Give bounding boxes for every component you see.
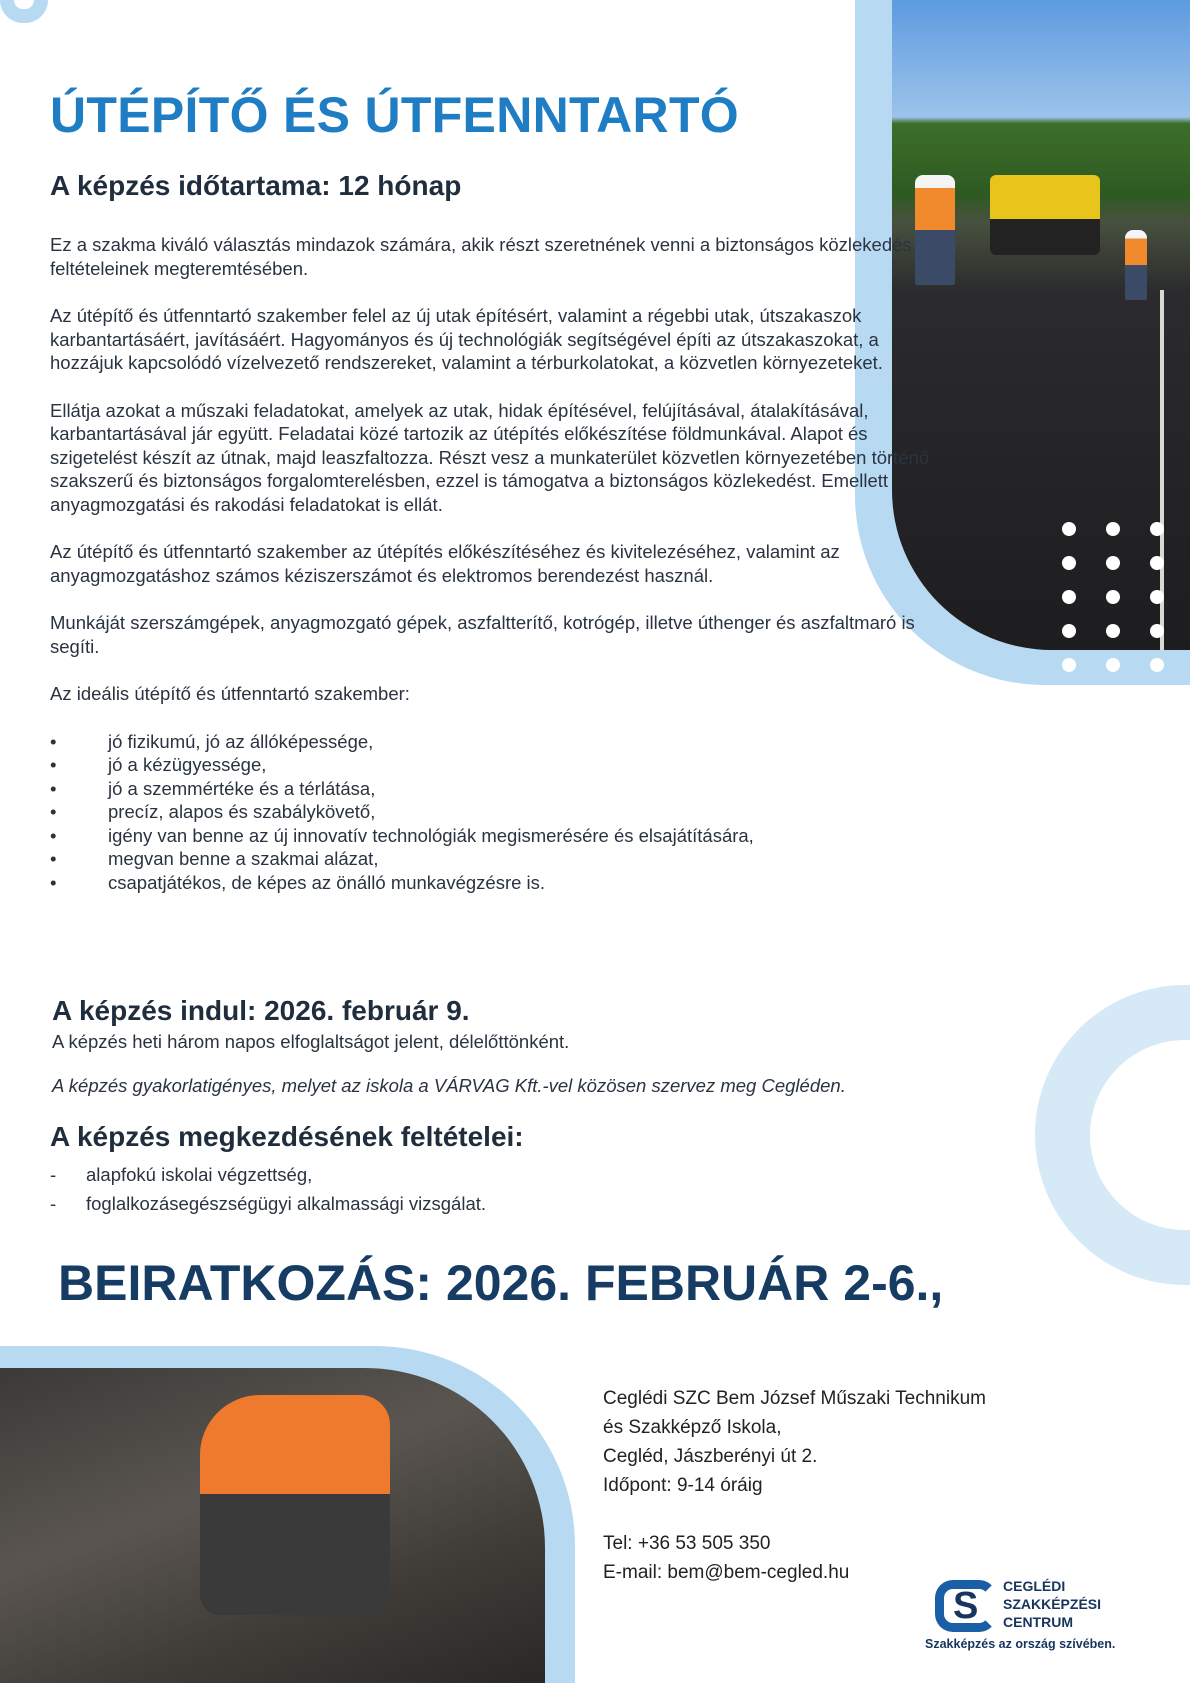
start-date-heading: A képzés indul: 2026. február 9. bbox=[52, 995, 470, 1026]
paragraph: Ellátja azokat a műszaki feladatokat, amelyek az utak, hidak építésével, felújításával, átalakításával, karbantartásával jár együtt. Feladatai közé tartozik az útépítés előkészítése földmunkával. Alapot és szigetelést készít az útnak, majd leaszfaltozza. Részt vesz a munkaterület közvetlen környezetében történő szakszerű és biztonságos forgalomterelésben, ezzel is támogatva a biztonságos közlekedést. Emellett anyagmozgatási és rakodási feladatokat is ellát. bbox=[50, 399, 930, 515]
decorative-ring bbox=[0, 0, 48, 23]
paragraph: Az útépítő és útfenntartó szakember az útépítés előkészítéséhez és kivitelezéséhez, valamint az anyagmozgatáshoz számos kéziszerszámot és elektromos berendezést használ. bbox=[50, 541, 840, 586]
email[interactable]: E-mail: bem@bem-cegled.hu bbox=[603, 1562, 850, 1583]
road-roller bbox=[990, 175, 1100, 255]
paragraph: Az ideális útépítő és útfenntartó szakember: bbox=[50, 683, 410, 704]
conditions-heading: A képzés megkezdésének feltételei: bbox=[50, 1121, 524, 1152]
list-item: • precíz, alapos és szabálykövető, bbox=[50, 800, 950, 824]
logo-s-mark: S bbox=[953, 1585, 979, 1627]
paragraph: Ez a szakma kiváló választás mindazok számára, akik részt szeretnének venni a biztonságos közlekedés feltételeinek megteremtésében. bbox=[50, 234, 912, 279]
szc-logo bbox=[925, 1575, 1165, 1660]
worker-figure bbox=[200, 1395, 390, 1615]
list-item: • jó a szemmértéke és a térlátása, bbox=[50, 777, 950, 801]
logo-text bbox=[1003, 1577, 1101, 1631]
list-item: • igény van benne az új innovatív technológiák megismerésére és elsajátítására, bbox=[50, 824, 950, 848]
schedule-text: A képzés heti három napos elfoglaltságot jelent, délelőttönként. bbox=[52, 1031, 570, 1052]
list-item: • jó fizikumú, jó az állóképessége, bbox=[50, 730, 950, 754]
paragraph: Munkáját szerszámgépek, anyagmozgató gépek, aszfaltterítő, kotrógép, illetve úthenger és aszfaltmaró is segíti. bbox=[50, 612, 915, 657]
school-name-cont: és Szakképző Iskola, bbox=[603, 1417, 782, 1438]
spacer bbox=[603, 1500, 986, 1529]
phone[interactable]: Tel: +36 53 505 350 bbox=[603, 1533, 771, 1554]
address: Cegléd, Jászberényi út 2. bbox=[603, 1446, 818, 1467]
school-name: Ceglédi SZC Bem József Műszaki Technikum bbox=[603, 1388, 986, 1409]
description bbox=[50, 233, 950, 894]
conditions-list bbox=[50, 1160, 486, 1218]
page-title: ÚTÉPÍTŐ ÉS ÚTFENNTARTÓ bbox=[50, 87, 739, 143]
enrollment-banner: BEIRATKOZÁS: 2026. FEBRUÁR 2-6., bbox=[58, 1255, 944, 1311]
contact-info bbox=[603, 1384, 986, 1587]
partner-note: A képzés gyakorlatigényes, melyet az iskola a VÁRVAG Kft.-vel közösen szervez meg Cegléden. bbox=[52, 1075, 846, 1096]
opening-time: Időpont: 9-14 óráig bbox=[603, 1475, 763, 1496]
list-item: • csapatjátékos, de képes az önálló munkavégzésre is. bbox=[50, 871, 950, 895]
list-item: - alapfokú iskolai végzettség, bbox=[50, 1160, 486, 1189]
logo-tagline: Szakképzés az ország szívében. bbox=[925, 1637, 1116, 1651]
logo-line: SZAKKÉPZÉSI bbox=[1003, 1596, 1102, 1612]
list-item: • jó a kézügyessége, bbox=[50, 753, 950, 777]
paragraph: Az útépítő és útfenntartó szakember felel az új utak építésért, valamint a régebbi utak, útszakaszok karbantartásáért, javításáért. Hagyományos és új technológiák segítségével építi az útszakaszokat, a hozzájuk kapcsolódó vízelvezető rendszereket, valamint a térburkolatokat, a közvetlen környezeteket. bbox=[50, 305, 883, 373]
logo-line: CENTRUM bbox=[1003, 1614, 1073, 1630]
decorative-ring bbox=[1035, 985, 1190, 1285]
logo-line: CEGLÉDI bbox=[1003, 1578, 1066, 1594]
traits-list bbox=[50, 730, 950, 895]
worker-figure bbox=[1125, 230, 1147, 300]
list-item: - foglalkozásegészségügyi alkalmassági vizsgálat. bbox=[50, 1189, 486, 1218]
duration-heading: A képzés időtartama: 12 hónap bbox=[50, 170, 462, 201]
list-item: • megvan benne a szakmai alázat, bbox=[50, 847, 950, 871]
dot-pattern bbox=[1062, 522, 1164, 706]
